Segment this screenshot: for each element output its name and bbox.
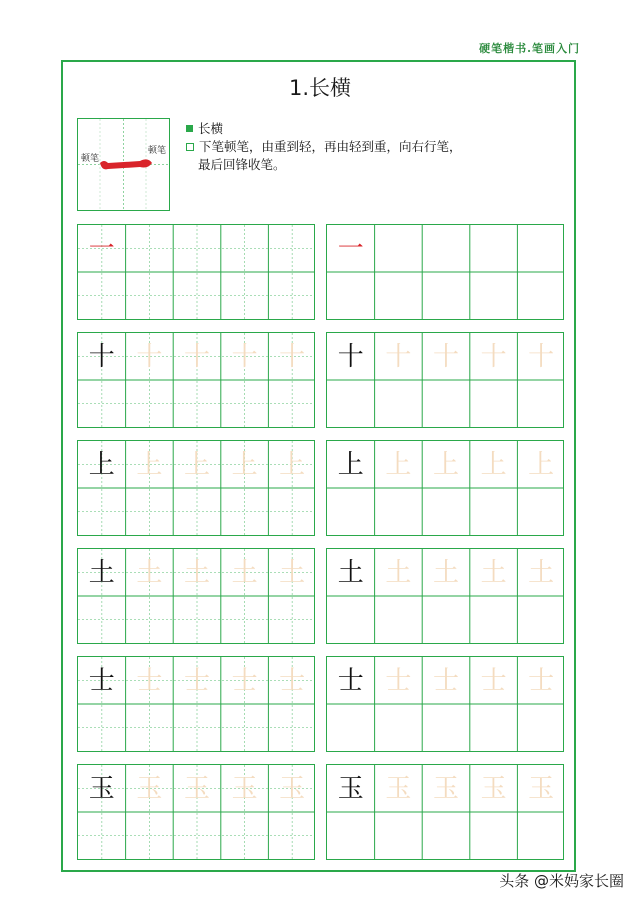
trace-character: 土 xyxy=(136,557,163,588)
trace-character: 士 xyxy=(231,665,258,696)
watermark: 头条 @米妈家长圈 xyxy=(499,872,624,890)
trace-character: 十 xyxy=(136,341,163,372)
practice-cell xyxy=(221,441,269,488)
trace-character: 土 xyxy=(183,557,210,588)
practice-block xyxy=(77,548,315,644)
trace-character: 上 xyxy=(385,449,412,480)
practice-cell xyxy=(375,333,423,380)
practice-cell xyxy=(517,441,565,488)
practice-block xyxy=(77,440,315,536)
trace-character: 玉 xyxy=(528,773,555,804)
lesson-title: 1.长横 xyxy=(288,76,352,100)
practice-cell xyxy=(126,657,174,704)
trace-character: 士 xyxy=(279,665,306,696)
description-line2: 最后回锋收笔。 xyxy=(198,157,286,172)
practice-cell xyxy=(78,657,126,704)
practice-block xyxy=(326,548,564,644)
practice-cell xyxy=(327,549,375,596)
trace-character: 土 xyxy=(480,557,507,588)
practice-cell xyxy=(517,765,565,812)
trace-character: 上 xyxy=(279,449,306,480)
practice-cell xyxy=(327,657,375,704)
trace-character: 士 xyxy=(183,665,210,696)
model-character: 十 xyxy=(88,341,115,372)
practice-cell xyxy=(422,549,470,596)
practice-cell xyxy=(517,657,565,704)
practice-block xyxy=(77,332,315,428)
trace-character: 玉 xyxy=(432,773,459,804)
practice-cell xyxy=(470,765,518,812)
practice-cell xyxy=(126,333,174,380)
practice-block xyxy=(77,656,315,752)
trace-character: 上 xyxy=(183,449,210,480)
model-character: 上 xyxy=(88,449,115,480)
practice-cell xyxy=(78,549,126,596)
demo-grid xyxy=(78,119,169,210)
practice-cell xyxy=(327,225,375,272)
practice-cell xyxy=(422,333,470,380)
trace-character: 十 xyxy=(480,341,507,372)
practice-cell xyxy=(517,549,565,596)
practice-block xyxy=(77,224,315,320)
trace-character: 士 xyxy=(528,665,555,696)
trace-character: 玉 xyxy=(279,773,306,804)
trace-character: 十 xyxy=(279,341,306,372)
practice-cell xyxy=(268,765,316,812)
trace-character: 玉 xyxy=(480,773,507,804)
practice-cell xyxy=(126,441,174,488)
practice-block xyxy=(326,656,564,752)
practice-cell xyxy=(470,333,518,380)
trace-character: 玉 xyxy=(183,773,210,804)
practice-cell xyxy=(221,765,269,812)
model-character: 士 xyxy=(337,665,364,696)
trace-character: 士 xyxy=(432,665,459,696)
practice-cell xyxy=(126,765,174,812)
practice-block xyxy=(326,764,564,860)
practice-cell xyxy=(327,333,375,380)
trace-character: 十 xyxy=(432,341,459,372)
practice-block xyxy=(326,440,564,536)
trace-character: 上 xyxy=(528,449,555,480)
trace-character: 土 xyxy=(231,557,258,588)
practice-cell xyxy=(126,549,174,596)
trace-character: 士 xyxy=(480,665,507,696)
demo-label-left: 顿笔 xyxy=(81,154,100,164)
practice-cell xyxy=(173,333,221,380)
series-title: 硬笔楷书.笔画入门 xyxy=(479,42,580,55)
practice-cell xyxy=(470,441,518,488)
practice-cell xyxy=(422,765,470,812)
trace-character: 士 xyxy=(385,665,412,696)
practice-block xyxy=(326,332,564,428)
practice-cell xyxy=(422,441,470,488)
long-horizontal-stroke xyxy=(100,159,152,169)
stroke-description xyxy=(186,120,546,174)
trace-character: 十 xyxy=(385,341,412,372)
trace-character: 十 xyxy=(528,341,555,372)
practice-cell xyxy=(327,441,375,488)
trace-character: 十 xyxy=(231,341,258,372)
practice-cell xyxy=(78,765,126,812)
practice-cell xyxy=(173,441,221,488)
trace-character: 上 xyxy=(136,449,163,480)
practice-cell xyxy=(375,441,423,488)
model-character: 士 xyxy=(88,665,115,696)
trace-character: 玉 xyxy=(231,773,258,804)
stroke-demo-box xyxy=(77,118,170,211)
practice-cell xyxy=(268,549,316,596)
practice-block xyxy=(77,764,315,860)
trace-character: 上 xyxy=(231,449,258,480)
model-character: 十 xyxy=(337,341,364,372)
practice-block xyxy=(326,224,564,320)
practice-cell xyxy=(78,333,126,380)
model-character: 一 xyxy=(337,233,364,264)
model-character: 玉 xyxy=(337,773,364,804)
trace-character: 上 xyxy=(432,449,459,480)
trace-character: 玉 xyxy=(136,773,163,804)
practice-cell xyxy=(375,657,423,704)
practice-cell xyxy=(221,333,269,380)
trace-character: 土 xyxy=(279,557,306,588)
practice-cell xyxy=(470,657,518,704)
trace-character: 十 xyxy=(183,341,210,372)
trace-character: 土 xyxy=(432,557,459,588)
model-character: 一 xyxy=(88,233,115,264)
practice-cell xyxy=(268,333,316,380)
model-character: 土 xyxy=(337,557,364,588)
practice-cell xyxy=(173,549,221,596)
filled-square-icon xyxy=(186,125,193,132)
model-character: 土 xyxy=(88,557,115,588)
practice-cell xyxy=(375,765,423,812)
demo-label-right: 顿笔 xyxy=(148,146,167,156)
practice-cell xyxy=(221,549,269,596)
practice-cell xyxy=(173,657,221,704)
trace-character: 玉 xyxy=(385,773,412,804)
trace-character: 土 xyxy=(528,557,555,588)
practice-cell xyxy=(327,765,375,812)
model-character: 上 xyxy=(337,449,364,480)
practice-cell xyxy=(268,441,316,488)
practice-cell xyxy=(422,657,470,704)
model-character: 玉 xyxy=(88,773,115,804)
practice-cell xyxy=(375,549,423,596)
practice-cell xyxy=(78,441,126,488)
trace-character: 土 xyxy=(385,557,412,588)
practice-cell xyxy=(173,765,221,812)
practice-cell xyxy=(78,225,126,272)
stroke-name: 长横 xyxy=(198,121,224,136)
empty-square-icon xyxy=(186,143,194,151)
practice-cell xyxy=(470,549,518,596)
trace-character: 士 xyxy=(136,665,163,696)
trace-character: 上 xyxy=(480,449,507,480)
practice-cell xyxy=(268,657,316,704)
description-line1: 下笔顿笔，由重到轻，再由轻到重，向右行笔， xyxy=(199,139,462,154)
practice-cell xyxy=(221,657,269,704)
practice-cell xyxy=(517,333,565,380)
